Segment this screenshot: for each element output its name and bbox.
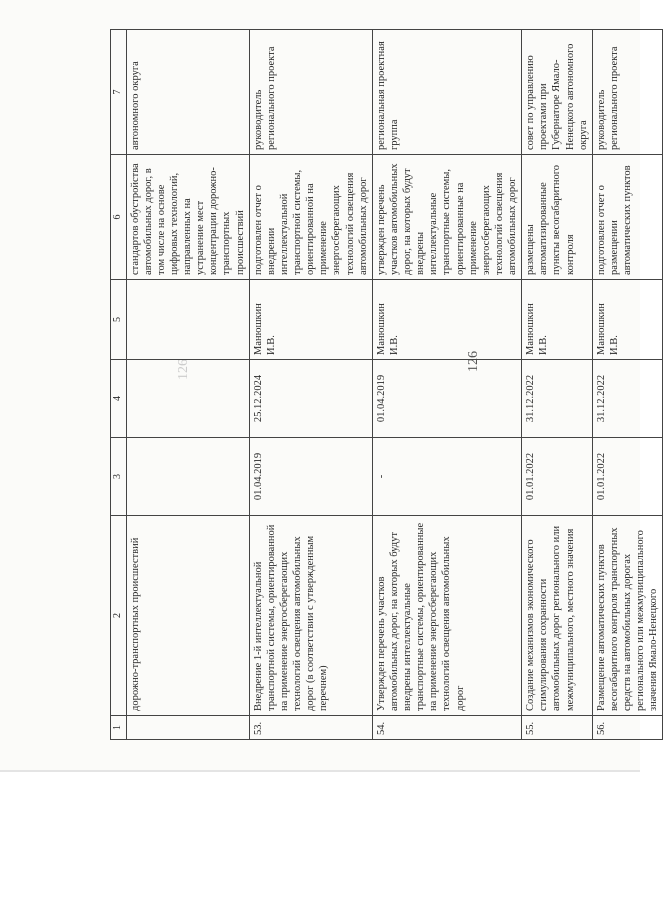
- end-date: 01.04.2019: [372, 360, 521, 438]
- col-header: 7: [111, 30, 127, 155]
- start-date: [126, 438, 249, 516]
- plan-table: [110, 29, 663, 740]
- responsible: Манюшкин И.В.: [592, 280, 663, 360]
- table-row: [126, 30, 249, 740]
- col-header: 5: [111, 280, 127, 360]
- row-number: 53.: [249, 716, 372, 740]
- result: размещены автоматизированные пункты весогабаритного контроля: [522, 155, 593, 280]
- col-header: 3: [111, 438, 127, 516]
- page-number: 126: [466, 351, 481, 372]
- responsible: Манюшкин И.В.: [249, 280, 372, 360]
- control-level: руководитель регионального проекта: [249, 30, 372, 155]
- start-date: 01.01.2022: [592, 438, 663, 516]
- end-date: 25.12.2024: [249, 360, 372, 438]
- col-header: 1: [111, 716, 127, 740]
- start-date: -: [372, 438, 521, 516]
- start-date: 01.04.2019: [249, 438, 372, 516]
- control-level: автономного округа: [126, 30, 249, 155]
- col-header: 6: [111, 155, 127, 280]
- end-date: 31.12.2022: [592, 360, 663, 438]
- measure-name: Размещение автоматических пунктов весогабаритного контроля транспортных средств на автомобильных дорогах регионального или межмуниципального значения Ямало-Ненецкого: [592, 516, 663, 716]
- row-number: 56.: [592, 716, 663, 740]
- measure-name: Утвержден перечень участков автомобильных дорог, на которых будут внедрены интеллектуальные транспортные системы, ориентированные на применение энергосберегающих технологий освещения автомобильных дорог: [372, 516, 521, 716]
- control-level: региональная проектная группа: [372, 30, 521, 155]
- row-number: [126, 716, 249, 740]
- table-row: [592, 30, 663, 740]
- result: утвержден перечень участков автомобильных дорог, на которых будут внедрены интеллектуальные транспортные системы, ориентированные на применение энергосберегающих технологий освещения автомобильных дорог: [372, 155, 521, 280]
- responsible: [126, 280, 249, 360]
- col-header: 2: [111, 516, 127, 716]
- row-number: 54.: [372, 716, 521, 740]
- result: стандартов обустройства автомобильных дорог, в том числе на основе цифровых технологий, направленных на устранение мест концентрации дорожно-транспортных происшествий: [126, 155, 249, 280]
- col-header: 4: [111, 360, 127, 438]
- table-row: [249, 30, 372, 740]
- table-row: [372, 30, 521, 740]
- responsible: Манюшкин И.В.: [372, 280, 521, 360]
- row-number: 55.: [522, 716, 593, 740]
- result: подготовлен отчет о внедрении интеллектуальной транспортной системы, ориентированной на применение энергосберегающих технологий освещения автомобильных дорог: [249, 155, 372, 280]
- measure-name: дорожно-транспортных происшествий: [126, 516, 249, 716]
- start-date: 01.01.2022: [522, 438, 593, 516]
- measure-name: Внедрение 1-й интеллектуальной транспортной системы, ориентированной на применение энергосберегающих технологий освещения автомобильных дорог (в соответствии с утвержденным перечнем): [249, 516, 372, 716]
- column-number-row: [111, 30, 127, 740]
- control-level: совет по управлению проектами при Губернаторе Ямало-Ненецкого автономного округа: [522, 30, 593, 155]
- ghost-page-number: 126: [176, 359, 191, 380]
- end-date: [126, 360, 249, 438]
- control-level: руководитель регионального проекта: [592, 30, 663, 155]
- responsible: Манюшкин И.В.: [522, 280, 593, 360]
- rotated-table-wrapper: [110, 30, 660, 740]
- measure-name: Создание механизмов экономического стимулирования сохранности автомобильных дорог регионального или межмуниципального, местного значения: [522, 516, 593, 716]
- end-date: 31.12.2022: [522, 360, 593, 438]
- table-row: [522, 30, 593, 740]
- result: подготовлен отчет о размещении автоматических пунктов: [592, 155, 663, 280]
